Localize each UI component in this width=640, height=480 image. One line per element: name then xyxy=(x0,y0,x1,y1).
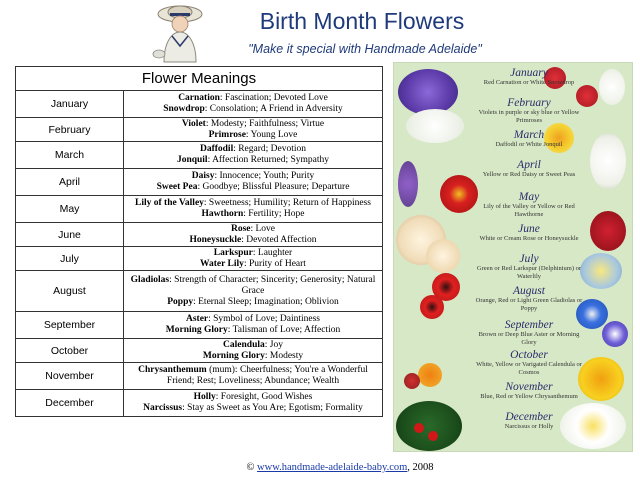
chrysanthemum-flower-icon xyxy=(578,357,624,401)
birth-flowers-poster xyxy=(393,62,633,452)
table-row xyxy=(16,312,383,339)
flower-meaning: : Love xyxy=(250,223,276,234)
poster-month: May xyxy=(518,191,540,203)
flower-name: Water Lily xyxy=(200,258,244,269)
flower-meaning: : Purity of Heart xyxy=(243,258,306,269)
table-body xyxy=(16,91,383,417)
flower-meaning: : Foresight, Good Wishes xyxy=(215,392,313,402)
flower-meaning: (mum): Cheerfulness; You're a Wonderful Friend; Rest; Loveliness; Abundance; Wealth xyxy=(166,365,368,386)
daisy-flower-icon xyxy=(440,175,478,213)
flower-name: Violet xyxy=(181,118,206,129)
poster-flower-desc: Green or Red Larkspur (Delphinium) or Waterlily xyxy=(476,265,582,280)
flower-meanings-table xyxy=(15,66,383,417)
flower-meaning: : Strength of Character; Sincerity; Generosity; Natural Grace xyxy=(169,274,376,296)
month-cell: November xyxy=(16,363,124,390)
meaning-line xyxy=(126,392,380,403)
meaning-line xyxy=(126,144,380,155)
holly-icon xyxy=(396,401,462,451)
flower-meaning: : Goodbye; Blissful Pleasure; Departure xyxy=(197,182,350,192)
flower-name: Morning Glory xyxy=(202,350,265,361)
meaning-cell xyxy=(124,118,383,142)
meaning-cell xyxy=(124,91,383,118)
poster-flower-desc: White or Cream Rose or Honeysuckle xyxy=(479,235,579,242)
meaning-line xyxy=(126,104,380,115)
table-row xyxy=(16,142,383,169)
flower-meaning: : Consolation; A Friend in Adversity xyxy=(204,104,343,114)
poppy-flower-icon xyxy=(420,295,444,319)
poster-flower-desc: Daffodil or White Jonquil xyxy=(495,141,563,148)
poster-item xyxy=(474,129,584,149)
poster-flower-desc: Brown or Deep Blue Aster or Morning Glory xyxy=(478,331,580,346)
flower-meaning: : Young Love xyxy=(245,129,298,140)
meaning-cell xyxy=(124,142,383,169)
meaning-line xyxy=(126,314,380,325)
table-heading: Flower Meanings xyxy=(16,67,383,91)
snowdrop-flower-icon xyxy=(599,69,625,105)
month-cell: April xyxy=(16,169,124,196)
flower-name: Morning Glory xyxy=(165,325,228,335)
meaning-cell xyxy=(124,390,383,417)
meaning-cell xyxy=(124,223,383,247)
meaning-line xyxy=(126,182,380,193)
meaning-line xyxy=(126,130,380,141)
month-cell: March xyxy=(16,142,124,169)
table-row xyxy=(16,390,383,417)
flower-meaning: : Joy xyxy=(264,339,283,350)
meaning-line xyxy=(126,351,380,362)
holly-berry-icon xyxy=(428,431,438,441)
poster-flower-desc: White, Yellow or Varigated Calendula or Cosmos xyxy=(476,361,582,376)
poster-month: February xyxy=(507,97,551,109)
month-cell: January xyxy=(16,91,124,118)
meaning-line xyxy=(126,340,380,351)
footer-copyright xyxy=(230,462,450,473)
poster-flower-desc: Orange, Red or Light Green Gladiolas or Poppy xyxy=(475,297,583,312)
meaning-cell xyxy=(124,247,383,271)
month-cell: July xyxy=(16,247,124,271)
flower-name: Primrose xyxy=(208,129,246,140)
poster-month: June xyxy=(518,223,540,235)
poster-item xyxy=(474,349,584,376)
month-cell: September xyxy=(16,312,124,339)
violet-flower-icon xyxy=(398,69,458,115)
flower-meaning: : Devoted Affection xyxy=(241,234,317,245)
poster-item xyxy=(474,67,584,87)
flower-name: Hawthorn xyxy=(201,209,244,219)
poster-month: July xyxy=(519,253,539,265)
poster-month: March xyxy=(513,129,545,141)
poster-item xyxy=(474,411,584,431)
meaning-line xyxy=(126,297,380,308)
copyright-year: , 2008 xyxy=(407,462,434,473)
flower-name: Aster xyxy=(185,314,209,324)
flower-meaning: : Regard; Devotion xyxy=(233,144,307,154)
flower-name: Rose xyxy=(230,223,251,234)
meaning-line xyxy=(126,119,380,130)
copyright-symbol: © xyxy=(246,462,258,473)
flower-name: Narcissus xyxy=(143,403,183,413)
flower-meaning: : Affection Returned; Sympathy xyxy=(207,155,330,165)
poster-flower-desc: Narcissus or Holly xyxy=(504,423,554,430)
poster-month: December xyxy=(505,411,553,423)
meaning-line xyxy=(126,248,380,259)
month-cell: May xyxy=(16,196,124,223)
flower-meaning: : Eternal Sleep; Imagination; Oblivion xyxy=(193,296,339,307)
chrysanthemum-flower-icon xyxy=(404,373,420,389)
meaning-cell xyxy=(124,169,383,196)
flower-name: Gladiolas xyxy=(130,274,170,285)
poster-month: September xyxy=(504,319,554,331)
meaning-line xyxy=(126,259,380,270)
month-cell: February xyxy=(16,118,124,142)
morning-glory-flower-icon xyxy=(602,321,628,347)
meaning-cell xyxy=(124,196,383,223)
poster-item xyxy=(474,191,584,218)
flower-meaning: : Symbol of Love; Daintiness xyxy=(208,314,321,324)
flower-name: Daisy xyxy=(191,171,215,181)
meaning-line xyxy=(126,155,380,166)
poster-month: August xyxy=(513,285,545,297)
meaning-line xyxy=(126,365,380,387)
meaning-line xyxy=(126,235,380,246)
poster-item xyxy=(474,253,584,280)
poster-flower-desc: Violets in purple or sky blue or Yellow Primroses xyxy=(478,109,580,124)
calendula-flower-icon xyxy=(418,363,442,387)
flower-meaning: : Fascination; Devoted Love xyxy=(219,93,328,103)
poster-item xyxy=(474,97,584,124)
month-cell: October xyxy=(16,339,124,363)
page-title: Birth Month Flowers xyxy=(259,8,465,34)
meaning-line xyxy=(126,209,380,220)
flower-name: Chrysanthemum xyxy=(138,365,207,375)
table-row xyxy=(16,271,383,312)
table-row xyxy=(16,339,383,363)
holly-berry-icon xyxy=(414,423,424,433)
flower-name: Larkspur xyxy=(213,247,253,258)
flower-name: Daffodil xyxy=(199,144,234,154)
poster-item xyxy=(474,381,584,401)
meaning-cell xyxy=(124,339,383,363)
meaning-cell xyxy=(124,312,383,339)
flower-meaning: : Innocence; Youth; Purity xyxy=(214,171,315,181)
poster-month: April xyxy=(517,159,541,171)
white-flower-icon xyxy=(590,133,626,189)
flower-meaning: : Modesty xyxy=(264,350,304,361)
flower-meaning: : Laughter xyxy=(252,247,293,258)
month-cell: June xyxy=(16,223,124,247)
table-row xyxy=(16,223,383,247)
flower-name: Carnation xyxy=(178,93,220,103)
month-cell: August xyxy=(16,271,124,312)
meaning-line xyxy=(126,171,380,182)
meaning-line xyxy=(126,275,380,297)
month-cell: December xyxy=(16,390,124,417)
poster-month: November xyxy=(505,381,553,393)
table-row xyxy=(16,363,383,390)
poster-month: October xyxy=(510,349,548,361)
flower-name: Calendula xyxy=(223,339,265,350)
flower-meaning: : Sweetness; Humility; Return of Happiness xyxy=(203,198,371,208)
table-row xyxy=(16,118,383,142)
waterlily-flower-icon xyxy=(580,253,622,289)
flower-name: Holly xyxy=(193,392,216,402)
flower-meaning: : Talisman of Love; Affection xyxy=(227,325,341,335)
table-row xyxy=(16,169,383,196)
meaning-line xyxy=(126,198,380,209)
table-row xyxy=(16,196,383,223)
flower-name: Lily of the Valley xyxy=(135,198,204,208)
meaning-cell xyxy=(124,363,383,390)
flower-name: Poppy xyxy=(167,296,194,307)
meaning-line xyxy=(126,403,380,414)
meaning-line xyxy=(126,325,380,336)
violet-flower-icon xyxy=(398,161,418,207)
poster-flower-desc: Red Carnation or White Snowdrop xyxy=(483,79,575,86)
table-row xyxy=(16,91,383,118)
flower-meaning: : Modesty; Faithfulness; Virtue xyxy=(205,118,325,129)
page-subtitle: "Make it special with Handmade Adelaide" xyxy=(248,42,482,56)
lily-flower-icon xyxy=(406,109,464,143)
flower-name: Snowdrop xyxy=(163,104,205,114)
rose-flower-icon xyxy=(426,239,460,273)
flower-name: Jonquil xyxy=(176,155,208,165)
poster-item xyxy=(474,285,584,312)
poster-month: January xyxy=(510,67,548,79)
poster-item xyxy=(474,319,584,346)
flower-name: Sweet Pea xyxy=(156,182,198,192)
poster-item xyxy=(474,159,584,179)
website-link[interactable]: www.handmade-adelaide-baby.com xyxy=(257,462,408,473)
poster-item xyxy=(474,223,584,243)
flower-meaning: : Fertility; Hope xyxy=(243,209,305,219)
flower-name: Honeysuckle xyxy=(189,234,242,245)
poster-flower-desc: Yellow or Red Daisy or Sweet Peas xyxy=(482,171,576,178)
flower-meaning: : Stay as Sweet as You Are; Egotism; Formality xyxy=(182,403,363,413)
meaning-line xyxy=(126,224,380,235)
hawthorn-flower-icon xyxy=(590,211,626,251)
poster-flower-desc: Lily of the Valley or Yellow or Red Hawthorne xyxy=(483,203,575,218)
meaning-line xyxy=(126,93,380,104)
meaning-cell xyxy=(124,271,383,312)
table-row xyxy=(16,247,383,271)
poster-flower-desc: Blue, Red or Yellow Chrysanthemum xyxy=(480,393,578,400)
